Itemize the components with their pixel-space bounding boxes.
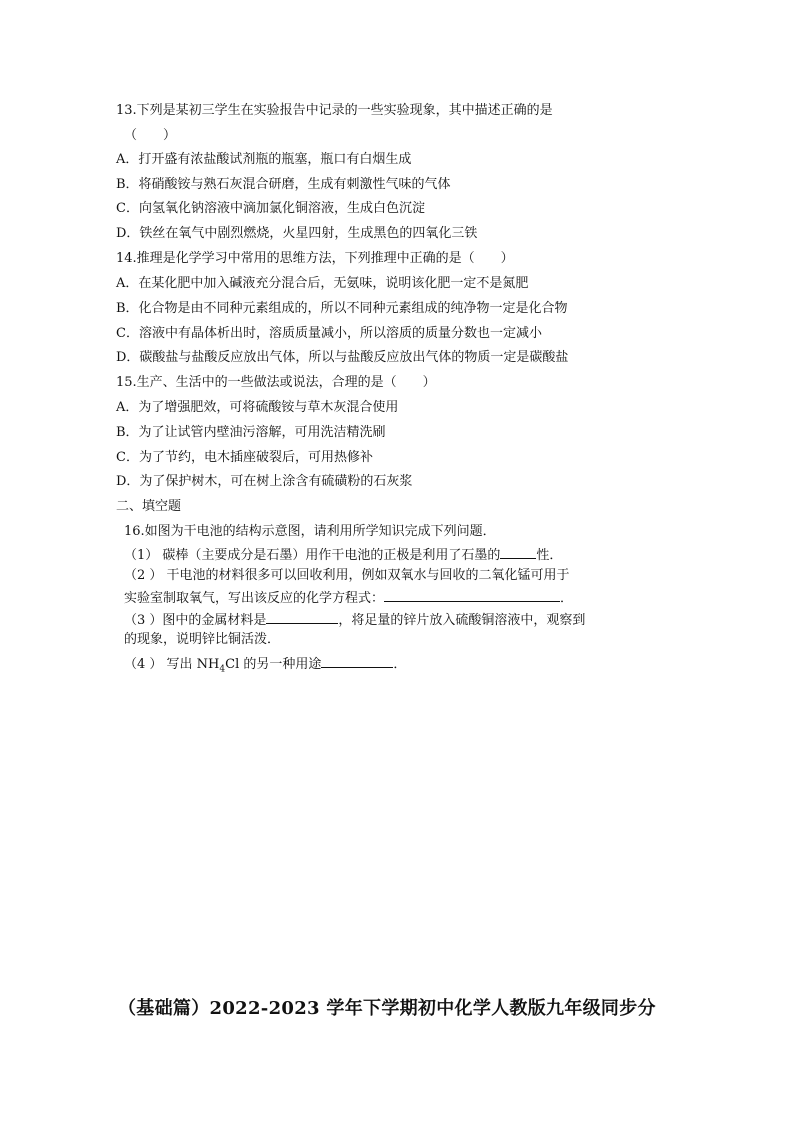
q16-part4-text: （4 ） 写出 NH <box>124 657 220 672</box>
q15-option-d: D．为了保护树木，可在树上涂含有硫磺粉的石灰浆 <box>116 474 413 489</box>
q16-part4 <box>124 655 406 673</box>
q13-option-a: A．打开盛有浓盐酸试剂瓶的瓶塞，瓶口有白烟生成 <box>116 152 412 167</box>
q16-part3-line1 <box>124 611 585 629</box>
q16-part1 <box>124 546 562 564</box>
q16-part1-text: （1） 碳棒（主要成分是石墨）用作干电池的正极是利用了石墨的 <box>124 548 501 563</box>
q15-stem: 15.生产、生活中的一些做法或说法，合理的是（ ） <box>116 375 436 390</box>
q16-part1-blank[interactable] <box>500 546 536 559</box>
q16-stem: 16.如图为干电池的结构示意图，请利用所学知识完成下列问题． <box>124 524 496 539</box>
q16-part3-line2: 的现象，说明锌比铜活泼． <box>124 632 281 647</box>
q16-part2-line2 <box>124 589 573 607</box>
q16-part4-subscript: 4 <box>219 664 226 675</box>
q16-part4-blank[interactable] <box>321 655 393 668</box>
q13-option-d: D．铁丝在氧气中剧烈燃烧，火星四射，生成黑色的四氧化三铁 <box>116 226 478 241</box>
q15-option-a: A．为了增强肥效，可将硫酸铵与草木灰混合使用 <box>116 400 399 415</box>
q16-part3-rest: ，将足量的锌片放入硫酸铜溶液中，观察到 <box>338 613 586 628</box>
q13-option-b: B．将硝酸铵与熟石灰混合研磨，生成有刺激性气味的气体 <box>116 177 451 192</box>
q14-option-a: A．在某化肥中加入碱液充分混合后，无氨味，说明该化肥一定不是氮肥 <box>116 276 529 291</box>
q14-option-b: B．化合物是由不同种元素组成的，所以不同种元素组成的纯净物一定是化合物 <box>116 301 568 316</box>
q16-part2-suffix: ． <box>560 591 574 606</box>
q13-answer-paren: （ ） <box>124 128 177 143</box>
q16-part2-blank[interactable] <box>384 589 560 602</box>
q16-part1-suffix: 性． <box>536 548 563 563</box>
q16-part2-text: 实验室制取氧气，写出该反应的化学方程式： <box>124 591 385 606</box>
q13-option-c: C．向氢氧化钠溶液中滴加氯化铜溶液，生成白色沉淀 <box>116 201 425 216</box>
footer-heading: （基础篇）2022-2023 学年下学期初中化学人教版九年级同步分 <box>118 998 656 1019</box>
section-title: 二、填空题 <box>116 499 182 514</box>
q15-option-b: B．为了让试管内壁油污溶解，可用洗洁精洗刷 <box>116 425 386 440</box>
q14-option-c: C．溶液中有晶体析出时，溶质质量减小，所以溶质的质量分数也一定减小 <box>116 326 542 341</box>
q16-part3-text: （3 ）图中的金属材料是 <box>124 613 267 628</box>
q13-stem: 13.下列是某初三学生在实验报告中记录的一些实验现象，其中描述正确的是 <box>116 103 553 118</box>
q16-part3-blank[interactable] <box>266 611 338 624</box>
q14-stem: 14.推理是化学学习中常用的思维方法，下列推理中正确的是（ ） <box>116 251 514 266</box>
q15-option-c: C．为了节约，电木插座破裂后，可用热修补 <box>116 450 373 465</box>
q14-option-d: D．碳酸盐与盐酸反应放出气体，所以与盐酸反应放出气体的物质一定是碳酸盐 <box>116 350 569 365</box>
q16-part4-text-2: Cl 的另一种用途 <box>225 657 322 672</box>
q16-part4-suffix: ． <box>393 657 407 672</box>
q16-part2-line1: （2 ） 干电池的材料很多可以回收利用，例如双氧水与回收的二氧化锰可用于 <box>124 568 570 583</box>
